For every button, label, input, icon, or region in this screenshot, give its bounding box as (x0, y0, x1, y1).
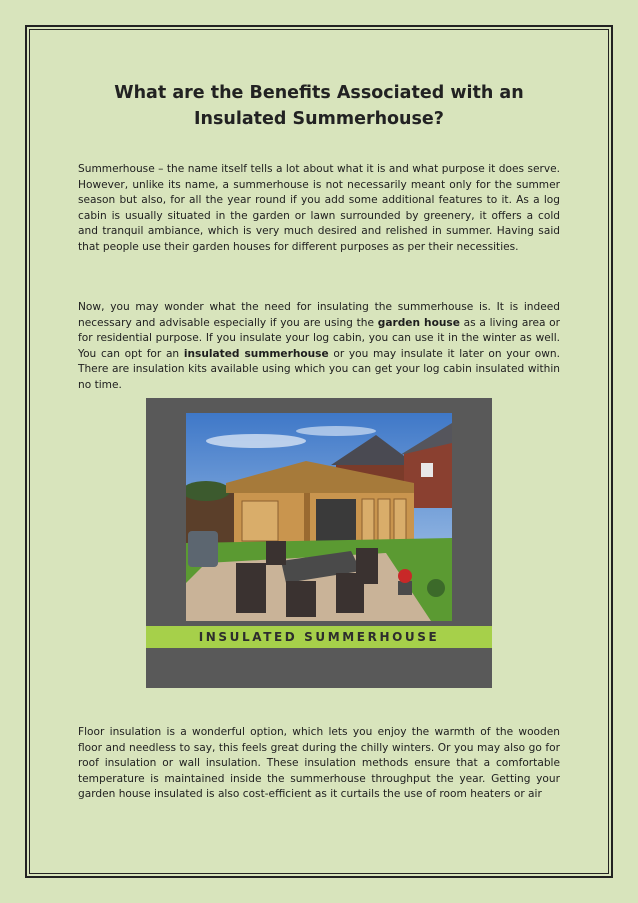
paragraph2-text-1: Now, you may wonder what the need for insulating the summerhouse is. It is indeed necessary and advisable especially if you are using the (78, 301, 560, 329)
article-title: What are the Benefits Associated with an Insulated Summerhouse? (114, 83, 524, 129)
image-banner-label: INSULATED SUMMERHOUSE (146, 626, 492, 648)
summerhouse-image (146, 398, 492, 688)
keyword-insulated-summerhouse: insulated summerhouse (183, 347, 329, 360)
paragraph-insulation-need (78, 300, 560, 394)
paragraph2-text-2: as a living area or for residential purpose. If you insulate your log cabin, you can use it in the winter as well. You can opt for an (78, 316, 561, 360)
paragraph-intro: Summerhouse – the name itself tells a lot about what it is and what purpose it does serve. However, unlike its name, a summerhouse is not necessarily meant only for the summer season but also, for all the year round if you add some additional features to it. As a log cabin is usually situated in the garden or lawn surrounded by greenery, it offers a cold and tranquil ambiance, which is very much desired and relished in summer. Having said that people use their garden houses for different purposes as per their necessities. (78, 163, 560, 253)
summerhouse-photo-illustration (186, 413, 452, 621)
paragraph-floor-insulation: Floor insulation is a wonderful option, which lets you enjoy the warmth of the wooden floor and needless to say, this feels great during the chilly winters. Or you may also go for roof insulation or wall insulation. These insulation methods ensure that a comfortable temperature is maintained inside the summerhouse throughput the year. Getting your garden house insulated is also cost-efficient as it curtails the use of room heaters or air (78, 726, 560, 801)
keyword-garden-house: garden house (377, 316, 460, 329)
paragraph2-text-3: or you may insulate it later on your own. There are insulation kits available using which you can get your log cabin insulated within no time. (78, 347, 560, 391)
